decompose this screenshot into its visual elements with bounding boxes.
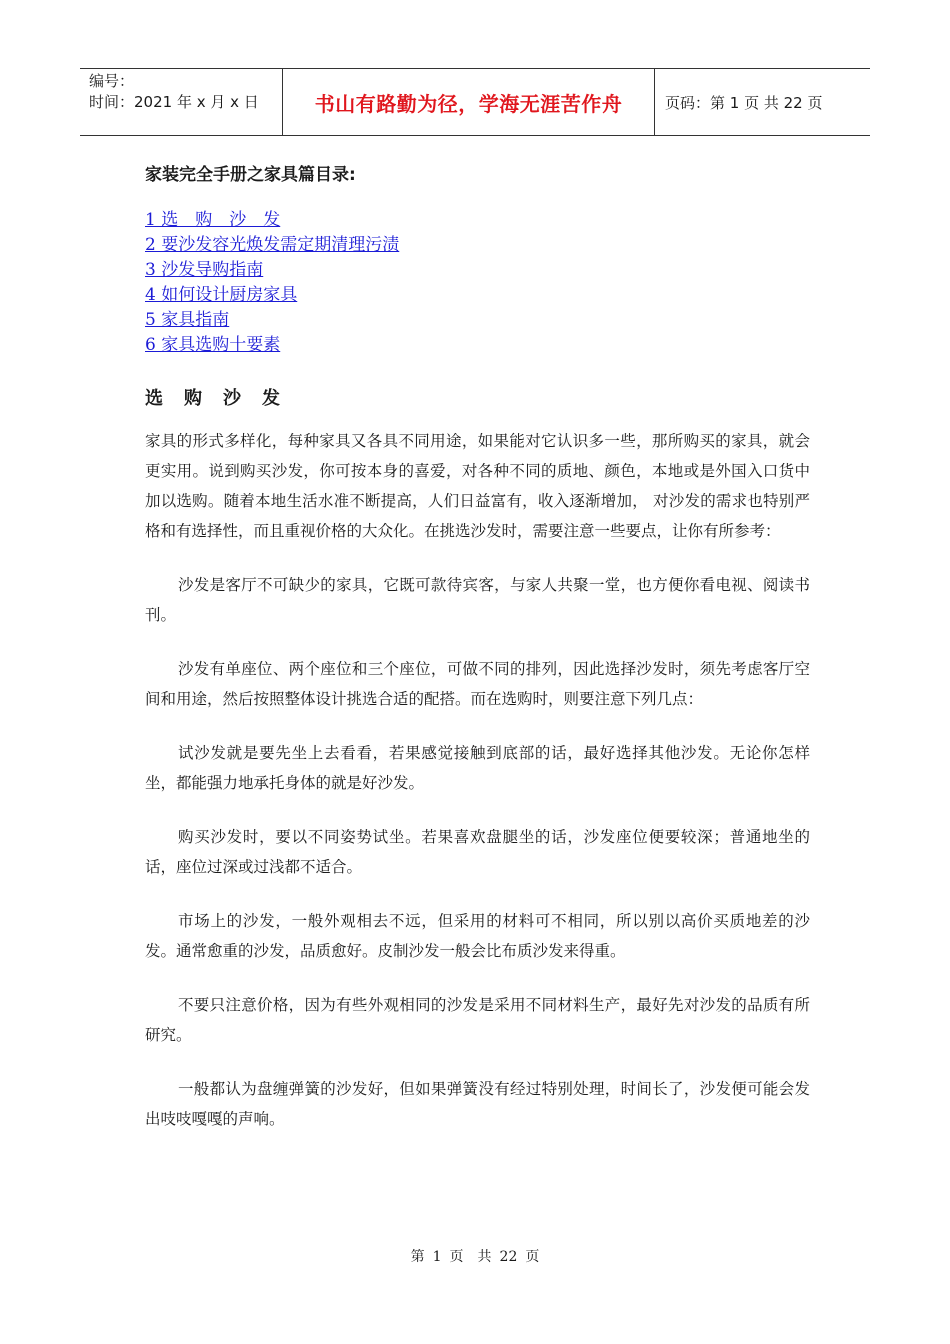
toc-item <box>145 333 399 358</box>
toc-link-6[interactable]: 6 家具选购十要素 <box>145 335 281 355</box>
toc-item <box>145 283 399 308</box>
paragraph: 试沙发就是要先坐上去看看，若果感觉接触到底部的话，最好选择其他沙发。无论你怎样坐，都能强力地承托身体的就是好沙发。 <box>145 744 810 792</box>
paragraph: 一般都认为盘缠弹簧的沙发好，但如果弹簧没有经过特别处理，时间长了，沙发便可能会发出吱吱嘎嘎的声响。 <box>145 1080 810 1128</box>
toc-link-3[interactable]: 3 沙发导购指南 <box>145 260 264 280</box>
footer-prefix: 第 <box>410 1249 425 1265</box>
toc-link-1[interactable]: 1 选 购 沙 发 <box>145 210 281 230</box>
footer-mid: 页 共 <box>449 1249 492 1265</box>
toc-item <box>145 308 399 333</box>
footer-suffix: 页 <box>525 1249 540 1265</box>
time-label: 时间：2021 年 x 月 x 日 <box>89 93 259 111</box>
section-body <box>145 426 810 1158</box>
number-label: 编号： <box>89 72 135 90</box>
header-page-info: 页码：第 1 页 共 22 页 <box>665 93 823 112</box>
toc-item <box>145 208 399 233</box>
header-meta <box>80 69 283 135</box>
paragraph: 不要只注意价格，因为有些外观相同的沙发是采用不同材料生产，最好先对沙发的品质有所研究。 <box>145 996 810 1044</box>
toc-item <box>145 233 399 258</box>
toc-title: 家装完全手册之家具篇目录: <box>145 165 356 185</box>
page-footer <box>0 1246 950 1266</box>
paragraph: 沙发是客厅不可缺少的家具，它既可款待宾客，与家人共聚一堂，也方便你看电视、阅读书刊。 <box>145 576 810 624</box>
paragraph: 沙发有单座位、两个座位和三个座位，可做不同的排列，因此选择沙发时，须先考虑客厅空间和用途，然后按照整体设计挑选合适的配搭。而在选购时，则要注意下列几点： <box>145 660 810 708</box>
toc-item <box>145 258 399 283</box>
paragraph-intro: 家具的形式多样化，每种家具又各具不同用途，如果能对它认识多一些，那所购买的家具，就会更实用。说到购买沙发，你可按本身的喜爱，对各种不同的质地、颜色，本地或是外国入口货中加以选购。随着本地生活水准不断提高，人们日益富有，收入逐渐增加， 对沙发的需求也特别严格和有选择性，而且重视价格的大众化。在挑选沙发时，需要注意一些要点，让你有所参考： <box>145 432 810 540</box>
paragraph: 市场上的沙发，一般外观相去不远，但采用的材料可不相同，所以别以高价买质地差的沙发。通常愈重的沙发，品质愈好。皮制沙发一般会比布质沙发来得重。 <box>145 912 810 960</box>
toc-link-5[interactable]: 5 家具指南 <box>145 310 230 330</box>
footer-page-number: 1 <box>432 1249 442 1265</box>
footer-total-pages: 22 <box>499 1249 518 1265</box>
toc-link-2[interactable]: 2 要沙发容光焕发需定期清理污渍 <box>145 235 400 255</box>
toc-link-4[interactable]: 4 如何设计厨房家具 <box>145 285 298 305</box>
section-heading: 选购沙发 <box>145 388 301 409</box>
table-of-contents <box>145 208 399 358</box>
document-header <box>80 68 870 136</box>
paragraph: 购买沙发时，要以不同姿势试坐。若果喜欢盘腿坐的话，沙发座位便要较深；普通地坐的话，座位过深或过浅都不适合。 <box>145 828 810 876</box>
header-motto: 书山有路勤为径，学海无涯苦作舟 <box>283 69 655 135</box>
